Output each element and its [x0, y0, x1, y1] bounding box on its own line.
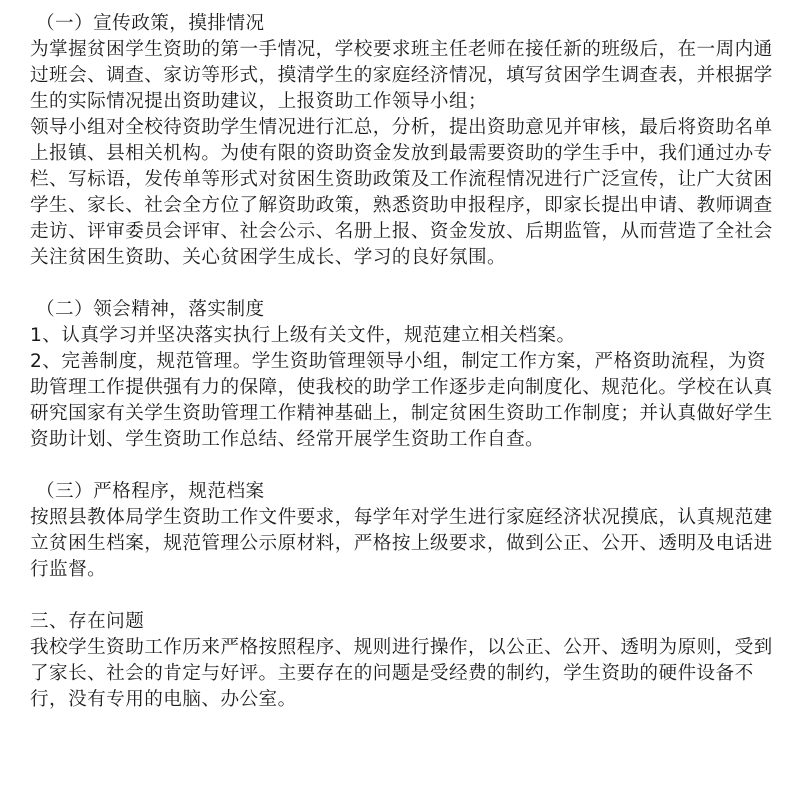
paragraph-gap	[30, 271, 782, 297]
section-3-paragraph-1: 按照县教体局学生资助工作文件要求，每学年对学生进行家庭经济状况摸底，认真规范建立贫困生档案，规范管理公示原材料，严格按上级要求，做到公正、公开、透明及电话进行监督。	[30, 507, 773, 580]
section-2-paragraph-1: 1、认真学习并坚决落实执行上级有关文件，规范建立相关档案。	[30, 325, 576, 346]
section-1-paragraph-1: 为掌握贫困学生资助的第一手情况，学校要求班主任老师在接任新的班级后，在一周内通过班会、调查、家访等形式，摸清学生的家庭经济情况，填写贫困学生调查表，并根据学生的实际情况提出资助建议，上报资助工作领导小组；	[30, 39, 773, 112]
paragraph-gap	[30, 583, 782, 609]
section-heading-1: （一）宣传政策，摸排情况	[36, 13, 265, 34]
section-heading-4: 三、存在问题	[30, 611, 145, 632]
section-2-paragraph-2: 2、完善制度，规范管理。学生资助管理领导小组，制定工作方案，严格资助流程，为资助管理工作提供强有力的保障，使我校的助学工作逐步走向制度化、规范化。学校在认真研究国家有关学生资助管理工作精神基础上，制定贫困生资助工作制度；并认真做好学生资助计划、学生资助工作总结、经常开展学生资助工作自查。	[30, 351, 773, 450]
section-1-paragraph-2: 领导小组对全校待资助学生情况进行汇总，分析，提出资助意见并审核，最后将资助名单上报镇、县相关机构。为使有限的资助资金发放到最需要资助的学生手中，我们通过办专栏、写标语，发传单等形式对贫困生资助政策及工作流程情况进行广泛宣传，让广大贫困学生、家长、社会全方位了解资助政策，熟悉资助申报程序，即家长提出申请、教师调查走访、评审委员会评审、社会公示、名册上报、资金发放、后期监管，从而营造了全社会关注贫困生资助、关心贫困学生成长、学习的良好氛围。	[30, 117, 773, 268]
paragraph-gap	[30, 453, 782, 479]
section-heading-3: （三）严格程序，规范档案	[36, 481, 265, 502]
section-4-paragraph-1: 我校学生资助工作历来严格按照程序、规则进行操作，以公正、公开、透明为原则，受到了家长、社会的肯定与好评。主要存在的问题是受经费的制约，学生资助的硬件设备不行，没有专用的电脑、办公室。	[30, 637, 773, 710]
section-heading-2: （二）领会精神，落实制度	[36, 299, 265, 320]
